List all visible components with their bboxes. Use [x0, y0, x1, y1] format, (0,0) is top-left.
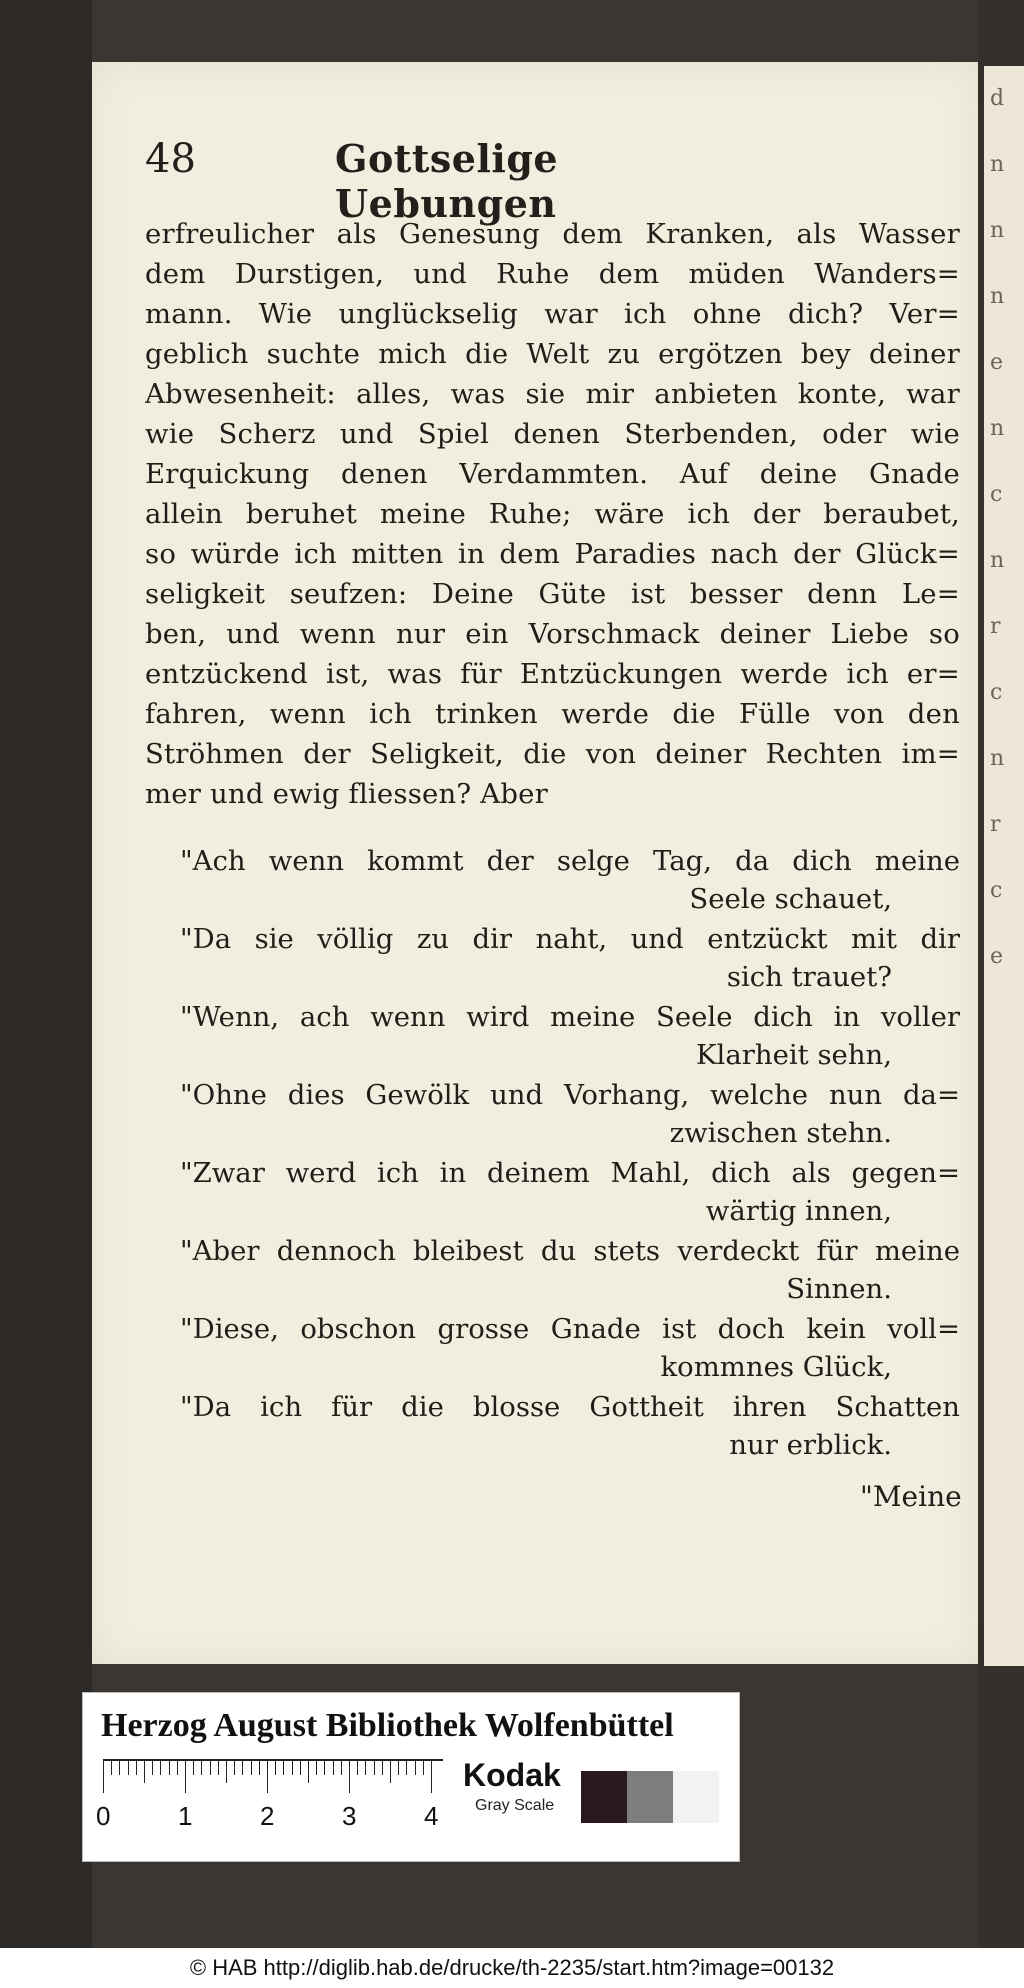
ruler-tick [275, 1759, 276, 1775]
text-line: mer und ewig fliessen? Aber [145, 778, 548, 810]
text-line: geblich suchte mich die Welt zu ergötzen bey deiner [145, 338, 960, 370]
next-page-fragment: n [990, 218, 1005, 243]
text-line: ben, und wenn nur ein Vorschmack deiner Liebe so [145, 618, 960, 650]
next-page-fragment: n [990, 152, 1005, 177]
ruler-tick [333, 1759, 334, 1775]
ruler-tick [308, 1759, 309, 1783]
next-page-fragment: n [990, 746, 1005, 771]
ruler-number: 2 [260, 1801, 275, 1831]
text-line: wie Scherz und Spiel denen Sterbenden, oder wie [145, 418, 960, 450]
ruler-tick [374, 1759, 375, 1775]
next-page-fragment: e [990, 944, 1004, 969]
ruler-tick [349, 1759, 350, 1793]
ruler-tick [226, 1759, 227, 1783]
text-line: fahren, wenn ich trinken werde die Fülle von den [145, 698, 960, 730]
text-line: mann. Wie unglückselig war ich ohne dich? Ver= [145, 298, 960, 330]
text-line: entzückend ist, was für Entzückungen werde ich er= [145, 658, 960, 690]
gray-swatch [627, 1771, 673, 1823]
gray-scale-label: Gray Scale [475, 1797, 555, 1814]
verse-continuation: sich trauet? [726, 961, 892, 993]
paragraph [145, 214, 960, 814]
text-line: allein beruhet meine Ruhe; wäre ich der beraubet, [145, 498, 960, 530]
verse-line: "Da sie völlig zu dir naht, und entzückt mit dir [180, 923, 960, 955]
verse-continuation: kommnes Glück, [660, 1351, 892, 1383]
next-page-fragment: r [990, 614, 1001, 639]
text-line: erfreulicher als Genesung dem Kranken, als Wasser [145, 218, 960, 250]
ruler-tick [218, 1759, 219, 1775]
gray-swatch [581, 1771, 627, 1823]
ruler-tick [300, 1759, 301, 1775]
page-number: 48 [145, 136, 196, 182]
ruler-tick [423, 1759, 424, 1775]
ruler-tick [316, 1759, 317, 1775]
verse-line: "Wenn, ach wenn wird meine Seele dich in voller [180, 1001, 960, 1033]
text-line: seligkeit seufzen: Deine Güte ist besser denn Le= [145, 578, 960, 610]
ruler-tick [234, 1759, 235, 1775]
next-page-fragment: r [990, 812, 1001, 837]
ruler-number: 4 [424, 1801, 439, 1831]
calibration-label [82, 1692, 740, 1862]
next-page-fragment: n [990, 416, 1005, 441]
verse-continuation: zwischen stehn. [669, 1117, 892, 1149]
verse-line: "Ach wenn kommt der selge Tag, da dich meine [180, 845, 960, 877]
ruler-tick [160, 1759, 161, 1775]
ruler-tick [341, 1759, 342, 1775]
verse-line: "Zwar werd ich in deinem Mahl, dich als gegen= [180, 1157, 960, 1189]
verse-line: "Diese, obschon grosse Gnade ist doch kein voll= [180, 1313, 960, 1345]
next-page-edge [984, 66, 1024, 1666]
ruler-tick [365, 1759, 366, 1775]
ruler-tick [242, 1759, 243, 1775]
next-page-fragment: c [990, 482, 1003, 507]
ruler-tick [382, 1759, 383, 1775]
ruler-tick [193, 1759, 194, 1775]
text-line: Ströhmen der Seligkeit, die von deiner Rechten im= [145, 738, 960, 770]
ruler-tick [398, 1759, 399, 1775]
binding-shadow [0, 0, 92, 1948]
ruler-tick [185, 1759, 186, 1793]
running-title: Gottselige Uebungen [335, 136, 559, 226]
text-line: Abwesenheit: alles, was sie mir anbieten konte, war [145, 378, 960, 410]
ruler-number: 3 [342, 1801, 357, 1831]
copyright-footer: © HAB http://diglib.hab.de/drucke/th-2235/start.htm?image=00132 [0, 1948, 1024, 1988]
verse [180, 1154, 960, 1232]
ruler-tick [136, 1759, 137, 1775]
verse [180, 1388, 960, 1466]
kodak-logo: Kodak [463, 1757, 561, 1793]
ruler-tick [144, 1759, 145, 1783]
verse [180, 1232, 960, 1310]
next-page-fragment: n [990, 548, 1005, 573]
ruler-tick [210, 1759, 211, 1775]
verse [180, 842, 960, 920]
verse-continuation: Sinnen. [786, 1273, 892, 1305]
ruler-tick [357, 1759, 358, 1775]
verse-continuation: wärtig innen, [705, 1195, 892, 1227]
verse [180, 1310, 960, 1388]
verse-continuation: Seele schauet, [689, 883, 892, 915]
ruler-tick [103, 1759, 104, 1793]
verse-line: "Ohne dies Gewölk und Vorhang, welche nun da= [180, 1079, 960, 1111]
ruler-tick [128, 1759, 129, 1775]
ruler-tick [259, 1759, 260, 1775]
ruler-tick [119, 1759, 120, 1775]
ruler-tick [152, 1759, 153, 1775]
verse-line: "Da ich für die blosse Gottheit ihren Schatten [180, 1391, 960, 1423]
text-line: dem Durstigen, und Ruhe dem müden Wanders= [145, 258, 960, 290]
next-page-fragment: c [990, 680, 1003, 705]
ruler-tick [251, 1759, 252, 1775]
ruler-number: 1 [178, 1801, 193, 1831]
catchword: "Meine [860, 1480, 962, 1513]
text-line: so würde ich mitten in dem Paradies nach der Glück= [145, 538, 960, 570]
ruler-tick [169, 1759, 170, 1775]
verse [180, 998, 960, 1076]
gray-swatch [673, 1771, 719, 1823]
ruler-tick [267, 1759, 268, 1793]
verse-block [180, 842, 960, 1466]
ruler-tick [292, 1759, 293, 1775]
verse-line: "Aber dennoch bleibest du stets verdeckt für meine [180, 1235, 960, 1267]
ruler-number: 0 [96, 1801, 111, 1831]
next-page-fragment: d [990, 86, 1005, 111]
ruler-tick [111, 1759, 112, 1775]
text-line: Erquickung denen Verdammten. Auf deine Gnade [145, 458, 960, 490]
ruler-tick [390, 1759, 391, 1783]
ruler-tick [324, 1759, 325, 1775]
ruler-line [103, 1759, 443, 1761]
verse-continuation: nur erblick. [729, 1429, 892, 1461]
ruler-tick [283, 1759, 284, 1775]
next-page-fragment: e [990, 350, 1004, 375]
ruler-tick [177, 1759, 178, 1775]
next-page-fragment: n [990, 284, 1005, 309]
ruler-tick [415, 1759, 416, 1775]
running-head [145, 136, 775, 226]
ruler [96, 1759, 443, 1831]
next-page-fragment: c [990, 878, 1003, 903]
verse-continuation: Klarheit sehn, [695, 1039, 892, 1071]
verse [180, 1076, 960, 1154]
ruler-tick [201, 1759, 202, 1775]
ruler-tick [406, 1759, 407, 1775]
ruler-tick [431, 1759, 432, 1793]
verse [180, 920, 960, 998]
library-name: Herzog August Bibliothek Wolfenbüttel [101, 1707, 674, 1744]
